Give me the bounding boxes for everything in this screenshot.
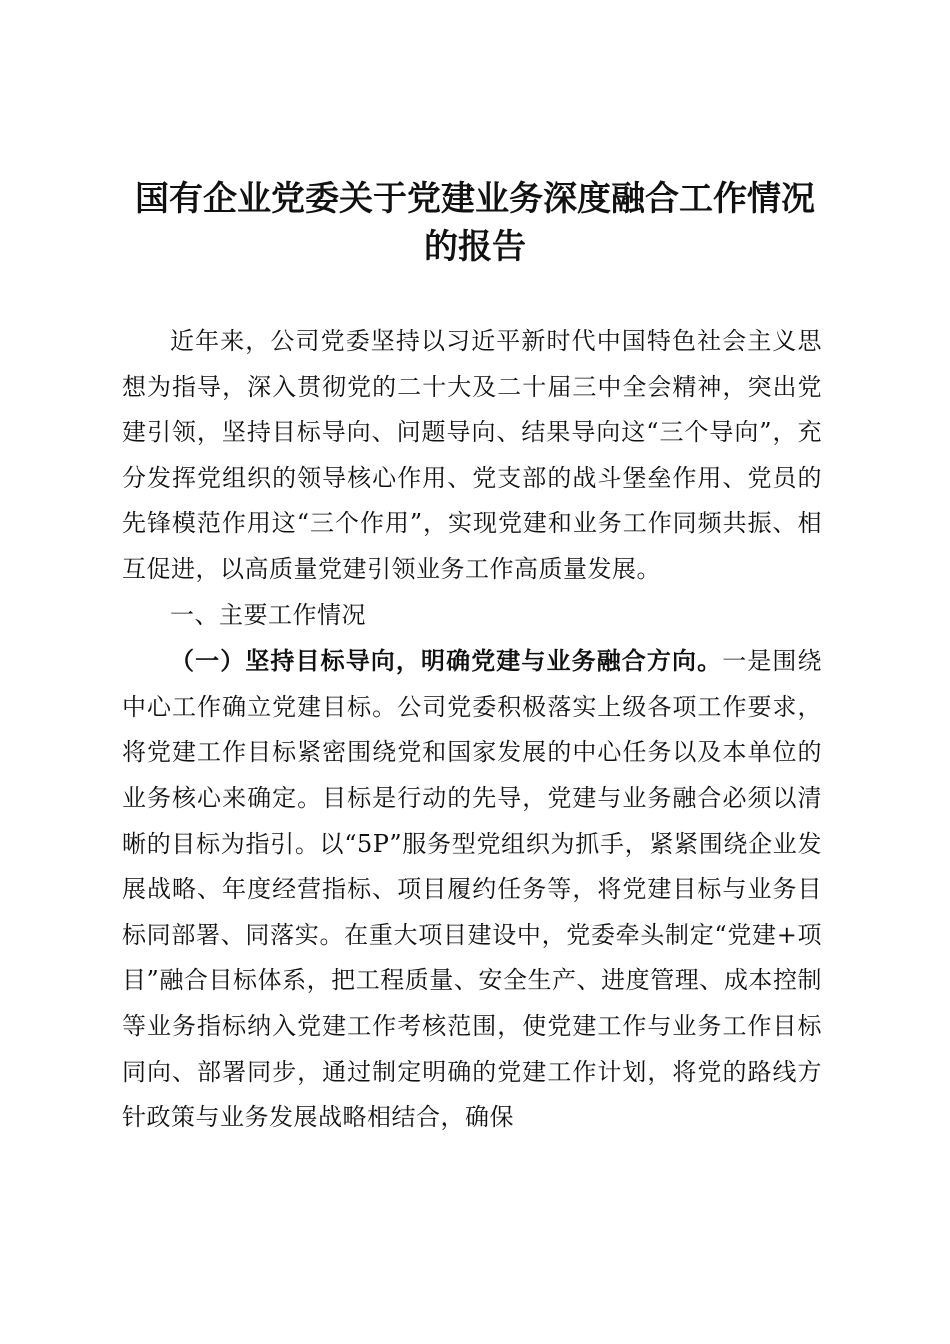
title-line-1: 国有企业党委关于党建业务深度融合工作情况 [135,179,815,219]
intro-paragraph: 近年来，公司党委坚持以习近平新时代中国特色社会主义思想为指导，深入贯彻党的二十大及二十届三中全会精神，突出党建引领，坚持目标导向、问题导向、结果导向这“三个导向”，充分发挥党组织的领导核心作用、党支部的战斗堡垒作用、党员的先锋模范作用这“三个作用”，实现党建和业务工作同频共振、相互促进，以高质量党建引领业务工作高质量发展。 [122,327,822,583]
document-body [122,319,822,1141]
subsection-paragraph [122,638,822,1141]
subsection-body: 一是围绕中心工作确立党建目标。公司党委积极落实上级各项工作要求，将党建工作目标紧密围绕党和国家发展的中心任务以及本单位的业务核心来确定。目标是行动的先导，党建与业务融合必须以清晰的目标为指引。以“5P”服务型党组织为抓手，紧紧围绕企业发展战略、年度经营指标、项目履约任务等，将党建目标与业务目标同部署、同落实。在重大项目建设中，党委牵头制定“党建+项目”融合目标体系，把工程质量、安全生产、进度管理、成本控制等业务指标纳入党建工作考核范围，使党建工作与业务工作目标同向、部署同步，通过制定明确的党建工作计划，将党的路线方针政策与业务发展战略相结合，确保 [122,647,823,1132]
document-title [100,175,850,271]
subsection-heading: （一）坚持目标导向，明确党建与业务融合方向。 [170,646,723,676]
title-line-2: 的报告 [424,227,526,267]
section-heading: 一、主要工作情况 [170,600,366,629]
